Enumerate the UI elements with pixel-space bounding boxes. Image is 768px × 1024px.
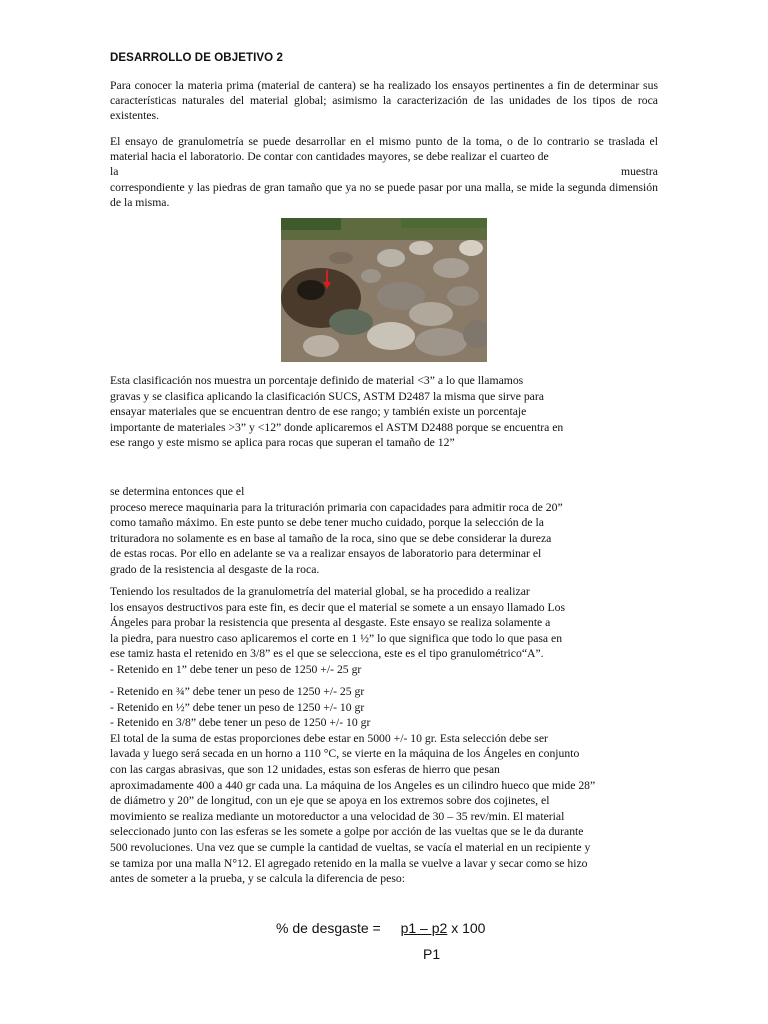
- paragraph-granulometry: [110, 134, 658, 210]
- text-line: - Retenido en ½” debe tener un peso de 1250 +/- 10 gr: [110, 700, 365, 714]
- text-line: ese rango y este mismo se aplica para rocas que superan el tamaño de 12”: [110, 436, 455, 450]
- text-line: de diámetro y 20” de longitud, con un eje que se apoya en los extremos sobre dos cojinetes, el: [110, 794, 550, 808]
- text-line: - Retenido en 1” debe tener un peso de 1250 +/- 25 gr: [110, 662, 362, 676]
- granulometry-text-3: correspondiente y las piedras de gran tamaño que ya no se puede pasar por una malla, se mide la segunda dimensión de la misma.: [110, 180, 658, 209]
- quarry-rocks-photo: [281, 218, 487, 362]
- text-line: gravas y se clasifica aplicando la clasificación SUCS, ASTM D2487 la misma que sirve para: [110, 389, 544, 403]
- text-line: la piedra, para nuestro caso aplicaremos el corte en 1 ½” lo que significa que todo lo que pasa en: [110, 631, 563, 645]
- granulometry-text-1: El ensayo de granulometría se puede desarrollar en el mismo punto de la toma, o de lo contrario se traslada el material hacia el laboratorio. De contar con cantidades mayores, se debe realizar el cuarteo de: [110, 135, 658, 164]
- text-line: de estas rocas. Por ello en adelante se va a realizar ensayos de laboratorio para determinar el: [110, 547, 542, 561]
- text-line: proceso merece maquinaria para la trituración primaria con capacidades para admitir roca de 20”: [110, 500, 563, 514]
- paragraph-classification: [110, 373, 563, 451]
- paragraph-machinery: [110, 484, 563, 578]
- text-line: Teniendo los resultados de la granulometría del material global, se ha procedido a realizar: [110, 585, 530, 598]
- text-line: antes de someter a la prueba, y se calcula la diferencia de peso:: [110, 872, 405, 886]
- text-line: lavada y luego será secada en un horno a 110 °C, se vierte en la máquina de los Ángeles en conjunto: [110, 747, 580, 761]
- formula-times: x 100: [451, 920, 486, 936]
- wear-formula: [276, 920, 486, 962]
- text-line: se tamiza por una malla N°12. El agregado retenido en la malla se vuelve a lavar y secar como se hizo: [110, 856, 588, 870]
- text-line: seleccionado junto con las esferas se les somete a golpe por acción de las vueltas que se le da durante: [110, 825, 584, 839]
- paragraph-procedure: [110, 684, 595, 887]
- text-line: ese tamiz hasta el retenido en 3/8” es el que se selecciona, este es el tipo granulométrico“A”.: [110, 647, 544, 661]
- formula-lhs: % de desgaste =: [276, 920, 381, 936]
- text-line: grado de la resistencia al desgaste de la roca.: [110, 562, 320, 576]
- section-heading: DESARROLLO DE OBJETIVO 2: [110, 52, 284, 64]
- text-line: aproximadamente 400 a 440 gr cada una. La máquina de los Angeles es un cilindro hueco que mide 28”: [110, 778, 596, 792]
- text-line: como tamaño máximo. En este punto se debe tener mucho cuidado, porque la selección de la: [110, 516, 544, 530]
- granulometry-word-muestra: muestra: [621, 165, 658, 179]
- text-line: - Retenido en ¾” debe tener un peso de 1250 +/- 25 gr: [110, 685, 365, 698]
- text-line: movimiento se realiza mediante un motoreductor a una velocidad de 30 – 35 rev/min. El material: [110, 809, 565, 823]
- paragraph-los-angeles: [110, 584, 565, 678]
- paragraph-intro: Para conocer la materia prima (material de cantera) se ha realizado los ensayos pertinentes a fin de determinar sus características naturales del material global; asimismo la caracterización de las unidades de los tipos de roca existentes.: [110, 79, 658, 123]
- text-line: se determina entonces que el: [110, 485, 245, 498]
- text-line: Esta clasificación nos muestra un porcentaje definido de material <3” a lo que llamamos: [110, 374, 524, 387]
- granulometry-word-la: la: [110, 165, 119, 179]
- text-line: 500 revoluciones. Una vez que se cumple la cantidad de vueltas, se vacía el material en un recipiente y: [110, 840, 591, 854]
- granulometry-spread-line: [110, 164, 658, 179]
- text-line: - Retenido en 3/8” debe tener un peso de 1250 +/- 10 gr: [110, 716, 371, 730]
- formula-denominator: P1: [423, 946, 441, 962]
- text-line: los ensayos destructivos para este fin, es decir que el material se somete a un ensayo llamado Los: [110, 600, 566, 614]
- text-line: Ángeles para probar la resistencia que presenta al desgaste. Este ensayo se realiza solamente a: [110, 616, 551, 630]
- text-line: importante de materiales >3” y <12” donde aplicaremos el ASTM D2488 porque se encuentra en: [110, 420, 564, 434]
- text-line: ensayar materiales que se encuentran dentro de ese rango; y también existe un porcentaje: [110, 405, 527, 419]
- text-line: con las cargas abrasivas, que son 12 unidades, estas son esferas de hierro que pesan: [110, 762, 500, 776]
- text-line: trituradora no solamente es en base al tamaño de la roca, sino que se debe considerar la dureza: [110, 531, 552, 545]
- formula-numerator: p1 – p2: [400, 920, 448, 936]
- text-line: El total de la suma de estas proporciones debe estar en 5000 +/- 10 gr. Esta selección debe ser: [110, 731, 548, 745]
